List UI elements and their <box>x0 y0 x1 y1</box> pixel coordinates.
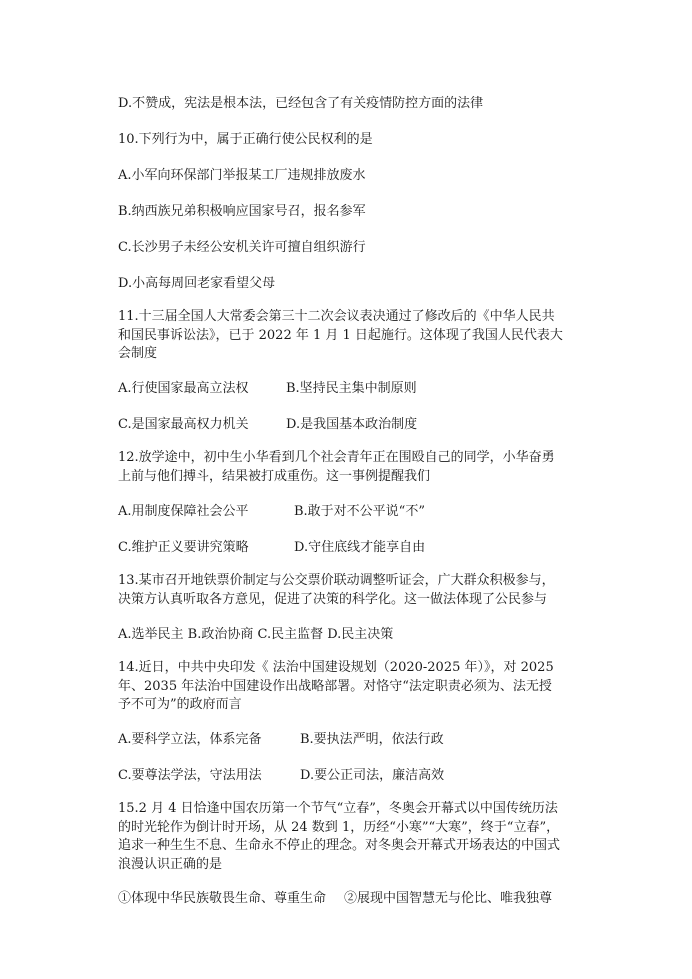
q14-stem: 14.近日，中共中央印发《 法治中国建设规划（2020-2025 年）》，对 2025 年、2035 年法治中国建设作出战略部署。对恪守“法定职责必须为、法无授予不可为”的政府而言 <box>118 660 554 712</box>
q14-options-row1 <box>118 731 444 749</box>
q12-stem: 12.放学途中，初中生小华看到几个社会青年正在围殴自己的同学，小华奋勇上前与他们搏斗，结果被打成重伤。这一事例提醒我们 <box>118 450 555 484</box>
q14-option-b: B.要执法严明，依法行政 <box>300 732 444 747</box>
q12-option-a: A.用制度保障社会公平 <box>118 504 249 519</box>
q11-option-c: C.是国家最高权力机关 <box>118 417 249 432</box>
q10-option-a: A.小军向环保部门举报某工厂违规排放废水 <box>118 168 366 183</box>
q10-stem: 10.下列行为中，属于正确行使公民权利的是 <box>118 132 373 147</box>
q15-items <box>118 890 563 909</box>
q13-stem: 13.某市召开地铁票价制定与公交票价联动调整听证会，广大群众积极参与，决策方认真听取各方意见，促进了决策的科学化。这一做法体现了公民参与 <box>118 573 555 607</box>
q10-option-d: D.小高每周回老家看望父母 <box>118 276 276 291</box>
q11-option-a: A.行使国家最高立法权 <box>118 381 249 396</box>
q10-option-c: C.长沙男子未经公安机关许可擅自组织游行 <box>118 240 366 255</box>
q9-option-d: D.不赞成，宪法是根本法，已经包含了有关疫情防控方面的法律 <box>118 96 484 111</box>
q14-option-c: C.要尊法学法，守法用法 <box>118 768 262 783</box>
q11-options-row1 <box>118 380 417 398</box>
q12-option-c: C.维护正义要讲究策略 <box>118 540 249 555</box>
q13-options: A.选举民主 B.政治协商 C.民主监督 D.民主决策 <box>118 627 394 642</box>
q11-option-d: D.是我国基本政治制度 <box>286 417 418 432</box>
q14-option-a: A.要科学立法，体系完备 <box>118 732 262 747</box>
q12-options-row2 <box>118 539 425 557</box>
q12-option-d: D.守住底线才能享自由 <box>294 540 426 555</box>
q15-item-2: ②展现中国智慧无与伦比、唯我独尊 <box>344 891 553 906</box>
q12-options-row1 <box>118 503 425 521</box>
q11-option-b: B.坚持民主集中制原则 <box>286 381 417 396</box>
q15-item-1: ①体现中华民族敬畏生命、尊重生命 <box>118 891 327 906</box>
q11-options-row2 <box>118 416 417 434</box>
q14-options-row2 <box>118 767 444 785</box>
q12-option-b: B.敢于对不公平说“不” <box>294 504 425 519</box>
q14-option-d: D.要公正司法，廉洁高效 <box>300 768 445 783</box>
q15-stem: 15.2 月 4 日恰逢中国农历第一个节气“立春”，冬奥会开幕式以中国传统历法的时光轮作为倒计时开场，从 24 数到 1，历经“小寒”“大寒”，终于“立春”，追求一种生生不息、生命永不停止的理念。对冬奥会开幕式开场表达的中国式浪漫认识正确的是 <box>118 801 561 872</box>
q11-stem: 11.十三届全国人大常委会第三十二次会议表决通过了修改后的《中华人民共和国民事诉讼法》，已于 2022 年 1 月 1 日起施行。这体现了我国人民代表大会制度 <box>118 309 563 361</box>
q10-option-b: B.纳西族兄弟积极响应国家号召，报名参军 <box>118 204 366 219</box>
